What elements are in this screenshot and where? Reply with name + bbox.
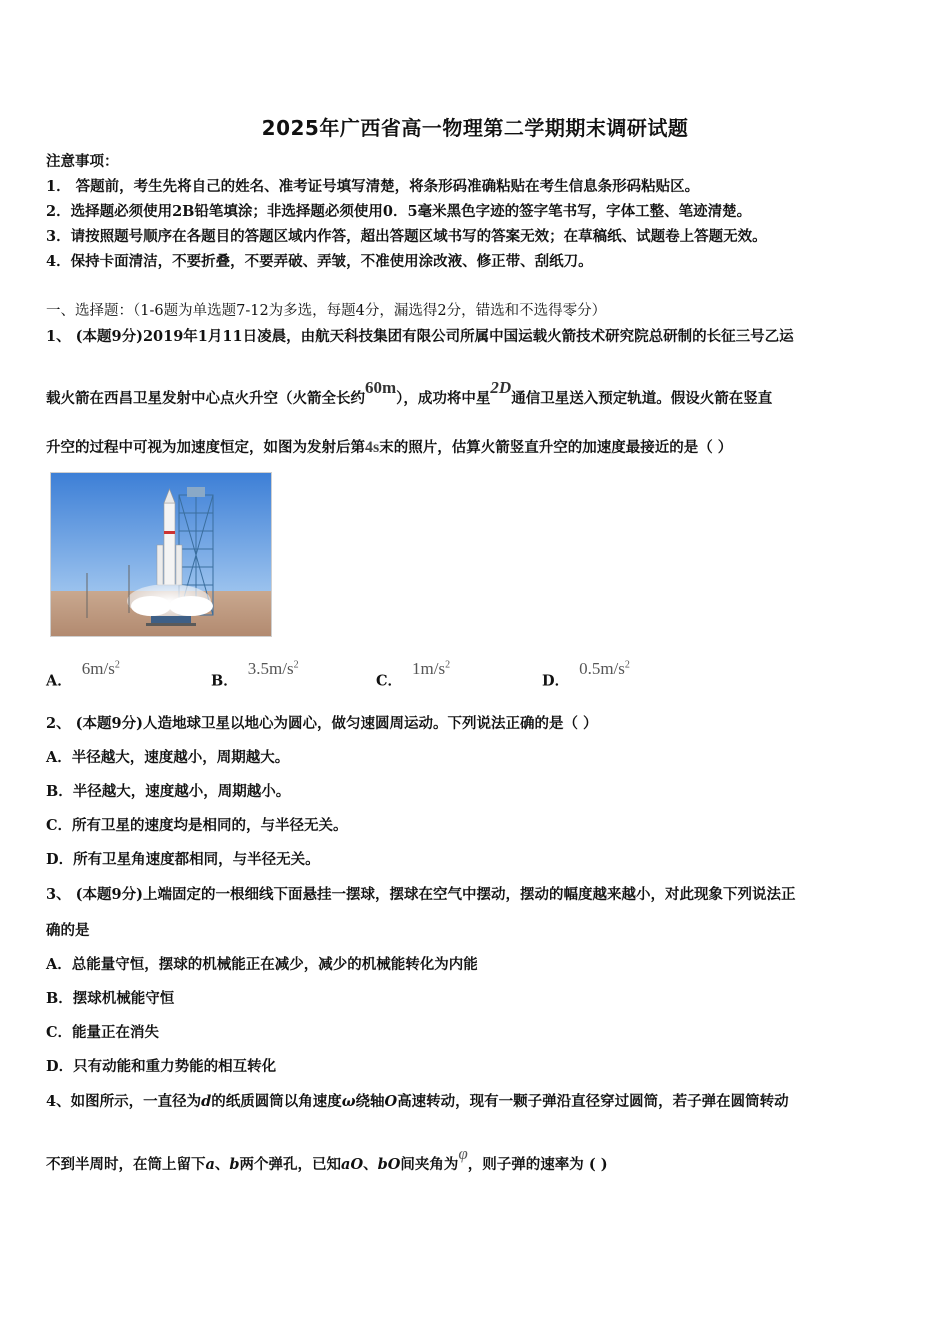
q4-var-b: b [229, 1156, 240, 1173]
q4-var-ao: aO [341, 1156, 364, 1173]
q1-stem-1: (本题9分)2019年1月11日凌晨，由航天科技集团有限公司所属中国运载火箭技术研究院总研制的长征三号乙运 [75, 328, 794, 345]
q3-option-a-label: A． [46, 956, 72, 973]
q4-text-2d: 、 [363, 1156, 378, 1173]
q4-text-1a: 4、如图所示，一直径为 [46, 1093, 202, 1110]
q2-option-b[interactable] [46, 782, 290, 802]
q4-text-1e: 高速转动，现有一颗子弹沿直径穿过圆筒，若子弹在圆筒转动 [397, 1093, 789, 1110]
notice-heading: 注意事项： [46, 153, 119, 170]
q1-option-a-unit: 6m/s [81, 658, 115, 678]
q4-text-2c: 两个弹孔，已知 [239, 1156, 342, 1173]
q1-option-d-value [579, 659, 630, 678]
q3-option-a[interactable] [46, 955, 478, 975]
q4-text-2e: 间夹角为 [400, 1156, 459, 1173]
q1-option-a-value [82, 659, 120, 678]
q1-math-length: 60m [365, 378, 397, 397]
q1-option-d-unit: 0.5m/s [579, 658, 625, 678]
q2-option-b-text: 半径越大，速度越小，周期越小。 [72, 783, 291, 800]
q3-option-b-label: B． [46, 990, 73, 1007]
q1-line-3 [46, 438, 732, 458]
q1-option-a-exp: 2 [114, 659, 120, 670]
q1-option-c-exp: 2 [445, 659, 451, 670]
q1-math-satellite: 2D [490, 378, 512, 397]
q3-option-b[interactable] [46, 989, 174, 1009]
q1-option-b-unit: 3.5m/s [247, 658, 294, 678]
notice-item-3: 3．请按照题号顺序在各题目的答题区域内作答，超出答题区域书写的答案无效；在草稿纸、试题卷上答题无效。 [46, 228, 767, 245]
q3-stem-2: 确的是 [46, 922, 90, 939]
q2-option-a-label: A． [46, 749, 72, 766]
q3-option-a-text: 总能量守恒，摆球的机械能正在减少，减少的机械能转化为内能 [71, 956, 478, 973]
q1-stem-3a: 升空的过程中可视为加速度恒定，如图为发射后第 [46, 439, 365, 456]
q1-math-time: 4s [365, 439, 380, 456]
q1-line-2 [46, 378, 773, 409]
q3-option-c-label: C． [46, 1024, 73, 1041]
q1-number: 1、 [46, 328, 76, 345]
q2-option-d-text: 所有卫星角速度都相同，与半径无关。 [73, 851, 320, 868]
q1-option-d-label: D． [542, 672, 570, 690]
notice-item-1: 1． 答题前，考生先将自己的姓名、准考证号填写清楚，将条形码准确粘贴在考生信息条形码粘贴区。 [46, 178, 700, 195]
q3-option-c[interactable] [46, 1023, 159, 1043]
q1-option-d[interactable] [542, 658, 712, 692]
q4-text-2a: 不到半周时，在筒上留下 [46, 1156, 206, 1173]
q1-option-a-label: A． [46, 672, 72, 690]
q1-option-b-exp: 2 [293, 659, 299, 670]
q1-option-b-value [248, 659, 299, 678]
q4-var-a: a [205, 1156, 215, 1173]
q2-option-c-text: 所有卫星的速度均是相同的，与半径无关。 [72, 817, 348, 834]
q4-text-1b: 的纸质圆筒以角速度 [211, 1093, 342, 1110]
q2-option-d-label: D． [46, 851, 74, 868]
q2-option-a[interactable] [46, 748, 289, 768]
q1-option-c-value [412, 659, 450, 678]
page-title: 2025年广西省高一物理第二学期期末调研试题 [261, 116, 689, 140]
q3-stem-1: 3、 (本题9分)上端固定的一根细线下面悬挂一摆球，摆球在空气中摆动，摆动的幅度越来越小，对此现象下列说法正 [46, 886, 796, 903]
q2-option-c-label: C． [46, 817, 73, 834]
q1-option-c[interactable] [376, 658, 546, 692]
q2-option-a-text: 半径越大，速度越小，周期越大。 [71, 749, 290, 766]
q4-var-o: O [384, 1093, 398, 1110]
q1-line-1 [46, 327, 794, 347]
notice-item-4: 4．保持卡面清洁，不要折叠，不要弄破、弄皱，不准使用涂改液、修正带、刮纸刀。 [46, 253, 593, 270]
q2-option-d[interactable] [46, 850, 320, 870]
q3-option-d[interactable] [46, 1057, 276, 1077]
q4-var-phi: φ [458, 1144, 468, 1163]
q1-option-b-label: B． [211, 672, 238, 690]
q1-stem-2b: ），成功将中星 [396, 390, 491, 407]
q1-option-d-exp: 2 [624, 659, 630, 670]
q4-text-1c: 绕轴 [355, 1093, 385, 1110]
q1-option-a[interactable] [46, 658, 216, 692]
rocket-launch-photo [50, 472, 272, 637]
q4-line-1 [46, 1092, 789, 1112]
q4-var-omega: ω [341, 1093, 356, 1110]
q3-option-d-text: 只有动能和重力势能的相互转化 [73, 1058, 277, 1075]
q4-text-2b: 、 [214, 1156, 230, 1173]
q1-stem-2c: 通信卫星送入预定轨道。假设火箭在竖直 [511, 390, 773, 407]
q1-option-b[interactable] [211, 658, 381, 692]
q4-var-d: d [201, 1093, 212, 1110]
q3-option-c-text: 能量正在消失 [72, 1024, 160, 1041]
q1-stem-3b: 末的照片，估算火箭竖直升空的加速度最接近的是（ ） [379, 439, 733, 456]
q2-stem: 2、 (本题9分)人造地球卫星以地心为圆心，做匀速圆周运动。下列说法正确的是（ ） [46, 715, 598, 732]
q4-text-2f: ，则子弹的速率为 ( ) [467, 1156, 608, 1173]
q2-option-b-label: B． [46, 783, 73, 800]
q4-var-bo: bO [377, 1156, 401, 1173]
q1-stem-2a: 载火箭在西昌卫星发射中心点火升空（火箭全长约 [46, 390, 365, 407]
q3-option-b-text: 摆球机械能守恒 [72, 990, 175, 1007]
q4-line-2 [46, 1144, 608, 1175]
q1-option-c-label: C． [376, 672, 403, 690]
section-heading: 一、选择题：（1-6题为单选题7-12为多选，每题4分，漏选得2分，错选和不选得零分） [46, 303, 607, 319]
q1-option-c-unit: 1m/s [412, 658, 446, 678]
q3-option-d-label: D． [46, 1058, 74, 1075]
q2-option-c[interactable] [46, 816, 348, 836]
notice-item-2: 2．选择题必须使用2B铅笔填涂；非选择题必须使用0．5毫米黑色字迹的签字笔书写，字体工整、笔迹清楚。 [46, 203, 752, 220]
